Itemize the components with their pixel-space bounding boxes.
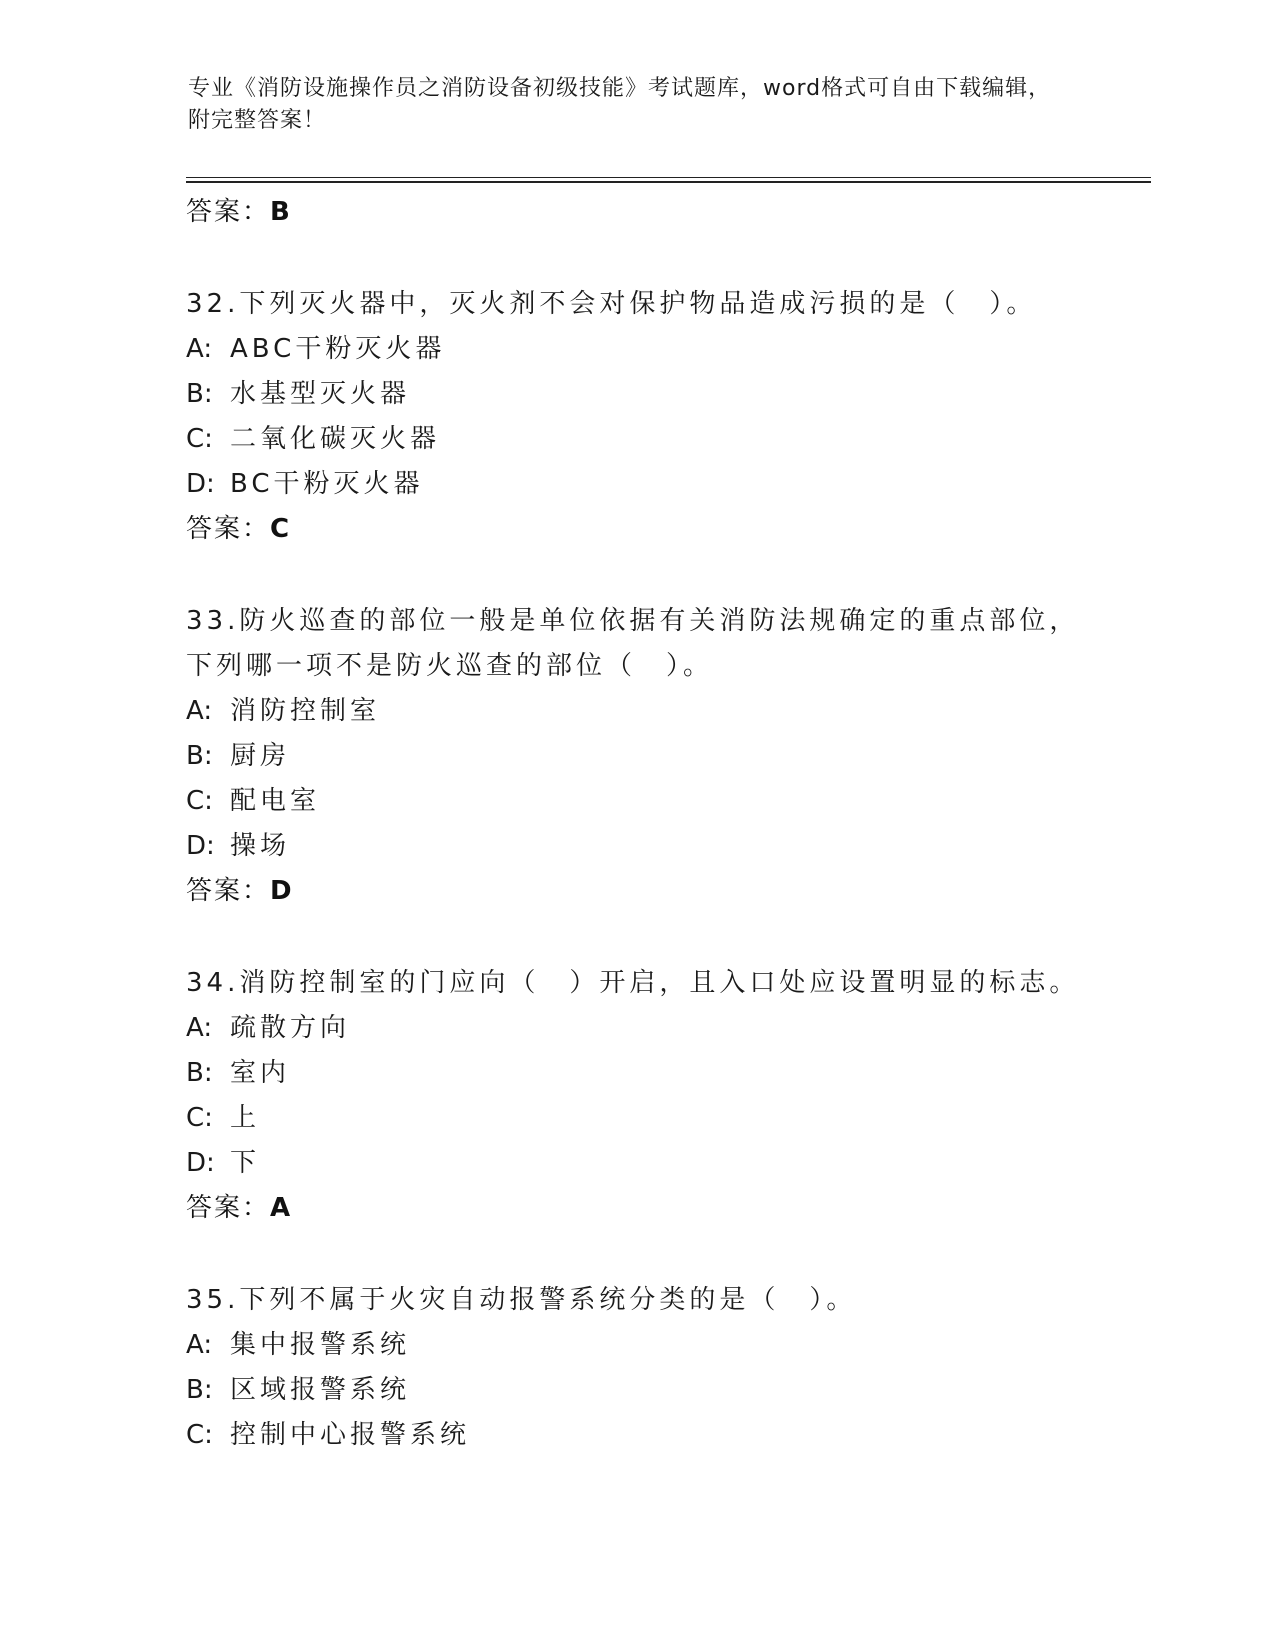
option-d xyxy=(186,824,1086,869)
option-key: C: xyxy=(186,1103,213,1133)
option-text: 疏散方向 xyxy=(230,1013,351,1043)
option-key: D: xyxy=(186,831,215,861)
option-key: A: xyxy=(186,334,213,364)
option-d xyxy=(186,462,1086,507)
header-divider-thick xyxy=(186,181,1151,183)
answer-value: A xyxy=(270,1193,292,1223)
option-text: 室内 xyxy=(230,1058,291,1088)
option-text: 控制中心报警系统 xyxy=(230,1420,471,1450)
option-c xyxy=(186,1096,1086,1141)
option-key: B: xyxy=(186,1058,213,1088)
question-block xyxy=(186,1278,1086,1458)
answer-value: B xyxy=(270,197,291,227)
answer-value: D xyxy=(270,876,293,906)
option-a xyxy=(186,327,1086,372)
question-block xyxy=(186,599,1086,914)
option-a xyxy=(186,1006,1086,1051)
option-c xyxy=(186,779,1086,824)
option-text: 厨房 xyxy=(230,741,291,771)
option-key: C: xyxy=(186,1420,213,1450)
option-text: 操场 xyxy=(230,831,291,861)
option-text: 上 xyxy=(230,1103,261,1133)
option-c xyxy=(186,1413,1086,1458)
answer-line xyxy=(186,1186,1086,1231)
question-stem: 34.消防控制室的门应向（ ）开启，且入口处应设置明显的标志。 xyxy=(186,968,1080,998)
question-content xyxy=(186,190,1086,1458)
option-key: A: xyxy=(186,1330,213,1360)
option-text: 配电室 xyxy=(230,786,321,816)
answer-line xyxy=(186,507,1086,552)
option-b xyxy=(186,1368,1086,1413)
option-key: A: xyxy=(186,696,213,726)
option-c xyxy=(186,417,1086,462)
option-a xyxy=(186,1323,1086,1368)
option-key: C: xyxy=(186,424,213,454)
option-key: B: xyxy=(186,379,213,409)
option-b xyxy=(186,372,1086,417)
document-header: 专业《消防设施操作员之消防设备初级技能》考试题库，word格式可自由下载编辑，附完整答案！ xyxy=(188,76,1052,133)
option-key: B: xyxy=(186,741,213,771)
question-stem: 35.下列不属于火灾自动报警系统分类的是（ ）。 xyxy=(186,1285,857,1315)
option-key: D: xyxy=(186,1148,215,1178)
option-text: 区域报警系统 xyxy=(230,1375,411,1405)
question-stem: 32.下列灭火器中，灭火剂不会对保护物品造成污损的是（ ）。 xyxy=(186,289,1037,319)
option-a xyxy=(186,689,1086,734)
option-key: D: xyxy=(186,469,215,499)
option-text: 消防控制室 xyxy=(230,696,381,726)
answer-value: C xyxy=(270,514,291,544)
option-text: 下 xyxy=(230,1148,261,1178)
header-divider-thin xyxy=(186,177,1151,178)
option-text: BC干粉灭火器 xyxy=(230,469,424,499)
answer-label: 答案： xyxy=(186,514,271,544)
answer-label: 答案： xyxy=(186,876,271,906)
question-block xyxy=(186,961,1086,1231)
answer-label: 答案： xyxy=(186,1193,271,1223)
option-d xyxy=(186,1141,1086,1186)
option-text: 二氧化碳灭火器 xyxy=(230,424,441,454)
option-b xyxy=(186,734,1086,779)
answer-line xyxy=(186,190,1086,235)
option-b xyxy=(186,1051,1086,1096)
answer-line xyxy=(186,869,1086,914)
option-text: 水基型灭火器 xyxy=(230,379,411,409)
option-text: 集中报警系统 xyxy=(230,1330,411,1360)
option-key: A: xyxy=(186,1013,213,1043)
option-text: ABC干粉灭火器 xyxy=(230,334,446,364)
option-key: B: xyxy=(186,1375,213,1405)
answer-label: 答案： xyxy=(186,197,271,227)
question-stem: 33.防火巡查的部位一般是单位依据有关消防法规确定的重点部位，下列哪一项不是防火巡查的部位（ ）。 xyxy=(186,606,1080,681)
question-block xyxy=(186,282,1086,552)
option-key: C: xyxy=(186,786,213,816)
